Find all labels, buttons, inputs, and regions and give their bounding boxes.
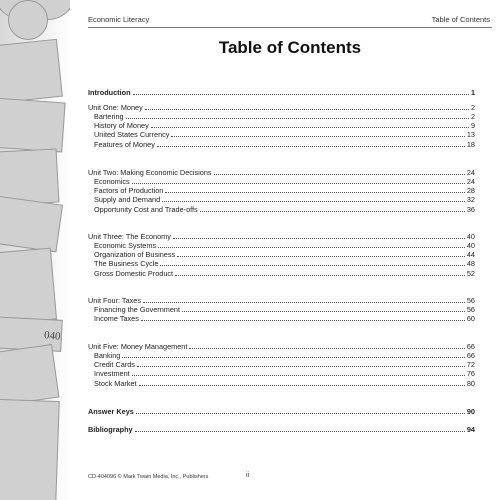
toc-page-number: 24 bbox=[466, 177, 475, 186]
toc-leader-dots bbox=[141, 320, 465, 321]
toc-section-entry bbox=[88, 103, 475, 112]
toc-subentry bbox=[88, 360, 475, 369]
toc-page-number: 60 bbox=[466, 314, 475, 324]
toc-page-number: 44 bbox=[466, 250, 475, 260]
toc-leader-dots bbox=[214, 174, 465, 175]
toc-section-label: Unit One: Money bbox=[88, 103, 143, 112]
toc-subentry-label: Features of Money bbox=[94, 139, 155, 149]
toc-subentry-label: Economics bbox=[94, 177, 130, 186]
toc-subentry-label: Supply and Demand bbox=[94, 195, 161, 205]
toc-leader-dots bbox=[182, 311, 465, 312]
toc-page-number: 66 bbox=[466, 342, 475, 351]
toc-subentry bbox=[88, 305, 475, 314]
toc-leader-dots bbox=[122, 357, 465, 358]
toc-subentry bbox=[88, 259, 475, 268]
toc-section-entry bbox=[88, 168, 475, 177]
banknote-image bbox=[0, 344, 59, 406]
toc-leader-dots bbox=[162, 201, 465, 202]
toc-page-number: 36 bbox=[466, 204, 475, 214]
toc-subentry bbox=[88, 195, 475, 204]
toc-page-number: 40 bbox=[466, 232, 475, 241]
toc-page-number: 9 bbox=[470, 121, 475, 131]
toc-subentry-label: Gross Domestic Product bbox=[94, 268, 174, 278]
toc-subentry-label: History of Money bbox=[94, 121, 149, 131]
toc-page-number: 2 bbox=[470, 103, 475, 112]
toc-subentry bbox=[88, 351, 475, 360]
toc-subentry-label: Opportunity Cost and Trade-offs bbox=[94, 204, 198, 214]
running-header-left: Economic Literacy bbox=[88, 15, 150, 24]
header-rule bbox=[88, 27, 492, 28]
toc-subentry-label: Financing the Government bbox=[94, 305, 180, 314]
toc-subentry bbox=[88, 177, 475, 186]
toc-leader-dots bbox=[135, 431, 465, 432]
toc-leader-dots bbox=[158, 247, 465, 248]
running-header-right: Table of Contents bbox=[431, 15, 490, 24]
toc-leader-dots bbox=[145, 109, 469, 110]
toc-leader-dots bbox=[171, 136, 464, 137]
toc-subentry bbox=[88, 121, 475, 130]
toc-leader-dots bbox=[157, 146, 465, 147]
footer-publisher: CD-404096 © Mark Twain Media, Inc., Publishers bbox=[88, 474, 209, 480]
toc-page-number: 18 bbox=[466, 139, 475, 149]
toc-page-number: 1 bbox=[470, 88, 475, 97]
toc-subentry-label: Economic Systems bbox=[94, 241, 157, 250]
toc-subentry bbox=[88, 112, 475, 121]
toc-page-number: 32 bbox=[466, 195, 475, 205]
toc-subentry-label: Stock Market bbox=[94, 378, 137, 388]
banknote-image bbox=[0, 399, 60, 500]
coin-image bbox=[8, 0, 48, 40]
toc-leader-dots bbox=[139, 385, 465, 386]
document-page bbox=[70, 0, 500, 500]
toc-page-number: 56 bbox=[466, 305, 475, 314]
toc-section-entry bbox=[88, 342, 475, 351]
toc-section-label: Unit Five: Money Management bbox=[88, 342, 188, 351]
toc-leader-dots bbox=[132, 375, 465, 376]
toc-leader-dots bbox=[175, 275, 465, 276]
toc-subentry-label: Banking bbox=[94, 351, 121, 360]
toc-leader-dots bbox=[200, 211, 465, 212]
footer-page-number: ii bbox=[246, 472, 250, 479]
toc-leader-dots bbox=[136, 413, 465, 414]
toc-leader-dots bbox=[133, 94, 469, 95]
toc-page-number: 28 bbox=[466, 186, 475, 196]
toc-section-label: Unit Four: Taxes bbox=[88, 296, 141, 305]
toc-page-number: 2 bbox=[470, 112, 475, 121]
toc-section-label: Unit Two: Making Economic Decisions bbox=[88, 168, 212, 177]
toc-subentry-label: Credit Cards bbox=[94, 360, 135, 370]
toc-subentry-label: The Business Cycle bbox=[94, 259, 159, 269]
toc-page-number: 80 bbox=[466, 378, 475, 388]
toc-page-number: 24 bbox=[466, 168, 475, 177]
toc-leader-dots bbox=[137, 366, 465, 367]
toc-leader-dots bbox=[132, 183, 465, 184]
toc-page-number: 66 bbox=[466, 351, 475, 360]
toc-subentry bbox=[88, 205, 475, 214]
toc-subentry bbox=[88, 186, 475, 195]
toc-section-entry bbox=[88, 425, 475, 434]
page-title: Table of Contents bbox=[218, 38, 362, 57]
toc-subentry bbox=[88, 269, 475, 278]
toc-subentry-label: Income Taxes bbox=[94, 314, 139, 324]
toc-section-label: Introduction bbox=[88, 88, 131, 97]
toc-page-number: 76 bbox=[466, 369, 475, 379]
toc-leader-dots bbox=[189, 348, 465, 349]
toc-section-entry bbox=[88, 296, 475, 305]
toc-subentry-label: Investment bbox=[94, 369, 130, 379]
toc-leader-dots bbox=[126, 118, 469, 119]
toc-section-entry bbox=[88, 232, 475, 241]
banknote-image bbox=[0, 98, 66, 153]
toc-page-number: 90 bbox=[466, 407, 475, 416]
toc-page-number: 52 bbox=[466, 268, 475, 278]
toc-page-number: 94 bbox=[466, 425, 475, 434]
toc-subentry-label: Factors of Production bbox=[94, 186, 164, 196]
toc-leader-dots bbox=[160, 265, 464, 266]
collage-number: 040 bbox=[43, 329, 62, 343]
toc-subentry bbox=[88, 379, 475, 388]
toc-section-entry bbox=[88, 88, 475, 97]
toc-section-entry bbox=[88, 407, 475, 416]
toc-leader-dots bbox=[151, 127, 469, 128]
toc-subentry-label: United States Currency bbox=[94, 130, 170, 140]
toc-subentry bbox=[88, 241, 475, 250]
banknote-image bbox=[0, 248, 57, 325]
toc-page-number: 56 bbox=[466, 296, 475, 305]
toc-leader-dots bbox=[143, 302, 465, 303]
toc-subentry-label: Organization of Business bbox=[94, 250, 176, 260]
toc-subentry bbox=[88, 130, 475, 139]
toc-page-number: 48 bbox=[466, 259, 475, 269]
toc-subentry-label: Bartering bbox=[94, 112, 124, 121]
toc-subentry bbox=[88, 140, 475, 149]
banknote-image bbox=[0, 39, 63, 103]
banknote-image bbox=[0, 196, 63, 253]
toc-section-label: Answer Keys bbox=[88, 407, 134, 416]
toc-subentry bbox=[88, 314, 475, 323]
toc-subentry bbox=[88, 369, 475, 378]
toc-subentry bbox=[88, 250, 475, 259]
toc-leader-dots bbox=[165, 192, 465, 193]
toc-page-number: 40 bbox=[466, 241, 475, 250]
toc-page-number: 72 bbox=[466, 360, 475, 370]
money-collage-decoration bbox=[0, 0, 70, 500]
toc-section-label: Unit Three: The Economy bbox=[88, 232, 171, 241]
toc-section-label: Bibliography bbox=[88, 425, 133, 434]
toc-page-number: 13 bbox=[466, 130, 475, 140]
toc-leader-dots bbox=[173, 238, 465, 239]
toc-leader-dots bbox=[177, 256, 465, 257]
